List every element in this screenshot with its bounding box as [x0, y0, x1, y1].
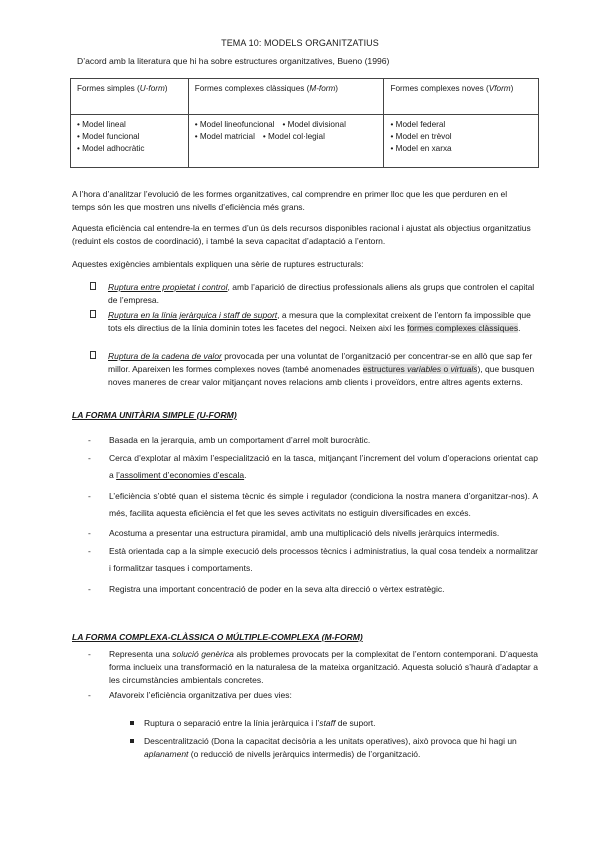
- checkbox-bullet-icon: [90, 282, 96, 290]
- cell-classic-models: [188, 115, 384, 168]
- list-item: • Model col·legial: [262, 132, 325, 141]
- list-item: - Cerca d’explotar al màxim l’especialització en la tasca, mitjançant l’increment del volum d’operacions orientat cap a l’assoliment d’economies d’escala.: [88, 453, 538, 480]
- cell-simple-models: [71, 115, 189, 168]
- list-item: • Model lineofuncional: [194, 120, 275, 129]
- paragraph-exigencies: Aquestes exigències ambientals expliquen una sèrie de ruptures estructurals:: [72, 259, 364, 269]
- list-item: - Està orientada cap a la simple execució dels processos tècnics i administratius, la qual cosa tendeix a normalitzar i formalitzar tasques i comportaments.: [88, 546, 538, 573]
- list-item: - Basada en la jerarquia, amb un comportament d’arrel molt burocràtic.: [88, 435, 371, 445]
- list-item: - Registra una important concentració de poder en la seva alta direcció o vèrtex estratègic.: [88, 584, 445, 594]
- list-item: - L’eficiència s’obté quan el sistema tècnic és simple i regulador (condiciona la nostra manera d’organitzar-nos). A més, facilita aquesta eficiència el fet que les seves activitats no estiguin diversificades en excés.: [88, 491, 538, 518]
- sub-list-item: Descentralització (Dona la capacitat decisòria a les unitats operatives), això provoca que hi hagi un aplanament (o reducció de nivells jeràrquics intermedis) de l’organització.: [130, 735, 530, 761]
- list-item: • Model federal: [390, 120, 446, 129]
- paragraph-efficiency: Aquesta eficiència cal entendre-la en termes d’un ús dels recursos disponibles racional i ajustat als objectius organitzatius (reduint els costos de coordinació), i també la seva capacitat d’adaptació a l’entorn.: [72, 223, 531, 246]
- checkbox-bullet-icon: [90, 310, 96, 318]
- bullet-icon: [130, 739, 134, 743]
- sub-list-item: Ruptura o separació entre la línia jeràrquica i l’staff de suport.: [130, 717, 530, 730]
- section-u-form-title: LA FORMA UNITÀRIA SIMPLE (U-FORM): [72, 410, 237, 420]
- bullet-icon: [130, 721, 134, 725]
- cell-new-models: [384, 115, 539, 168]
- list-item: • Model funcional: [77, 132, 140, 141]
- rupture-item-3: Ruptura de la cadena de valor provocada per una voluntat de l’organització per concentrar-se en allò que sap fer millor. Apareixen les formes complexes noves (també anomenades estructures variables o virtuals), que busquen noves maneres de crear valor mitjançant noves relacions amb clients i proveïdors, entre altres agents externs.: [90, 350, 535, 389]
- list-item: • Model adhocràtic: [77, 144, 145, 153]
- page-title: TEMA 10: MODELS ORGANITZATIUS: [221, 38, 379, 48]
- checkbox-bullet-icon: [90, 351, 96, 359]
- rupture-item-1: Ruptura entre propietat i control, amb l’aparició de directius professionals aliens als grups que controlen el capital de l’empresa.: [90, 281, 535, 307]
- list-item: - Representa una solució genèrica als problemes provocats per la complexitat de l’entorn contemporani. D’aquesta forma inclueix una transformació en la naturalesa de la mateixa organització. Aquesta solució s’haurà d’adaptar a les circumstàncies ambientals concretes.: [88, 649, 538, 685]
- list-item: • Model divisional: [282, 120, 346, 129]
- rupture-item-2: Ruptura en la línia jeràrquica i staff de suport, a mesura que la complexitat creixent de l’entorn fa impossible que tots els directius de la línia dominin totes les facetes del negoci. Neixen així les formes complexes clàssiques.: [90, 309, 535, 335]
- section-m-form-title: LA FORMA COMPLEXA-CLÀSSICA O MÚLTIPLE-COMPLEXA (M-FORM): [72, 632, 363, 642]
- list-item: • Model en trèvol: [390, 132, 452, 141]
- header-simple: Formes simples (U-form): [71, 79, 189, 115]
- header-classic: Formes complexes clàssiques (M-form): [188, 79, 384, 115]
- list-item: • Model matricial: [194, 132, 255, 141]
- list-item: • Model en xarxa: [390, 144, 452, 153]
- table-row: [71, 115, 539, 168]
- header-new: Formes complexes noves (Vform): [384, 79, 539, 115]
- table-header-row: [71, 79, 539, 115]
- forms-table: [70, 78, 539, 168]
- intro-line: D’acord amb la literatura que hi ha sobre estructures organitzatives, Bueno (1996): [77, 56, 390, 66]
- list-item: - Afavoreix l’eficiència organitzativa per dues vies:: [88, 690, 292, 700]
- paragraph-evolution: A l’hora d’analitzar l’evolució de les formes organitzatives, cal comprendre en primer lloc que les que perduren en el temps són les que mostren uns nivells d’eficiència més grans.: [72, 189, 508, 212]
- list-item: • Model lineal: [77, 120, 126, 129]
- list-item: - Acostuma a presentar una estructura piramidal, amb una multiplicació dels nivells jeràrquics intermedis.: [88, 528, 500, 538]
